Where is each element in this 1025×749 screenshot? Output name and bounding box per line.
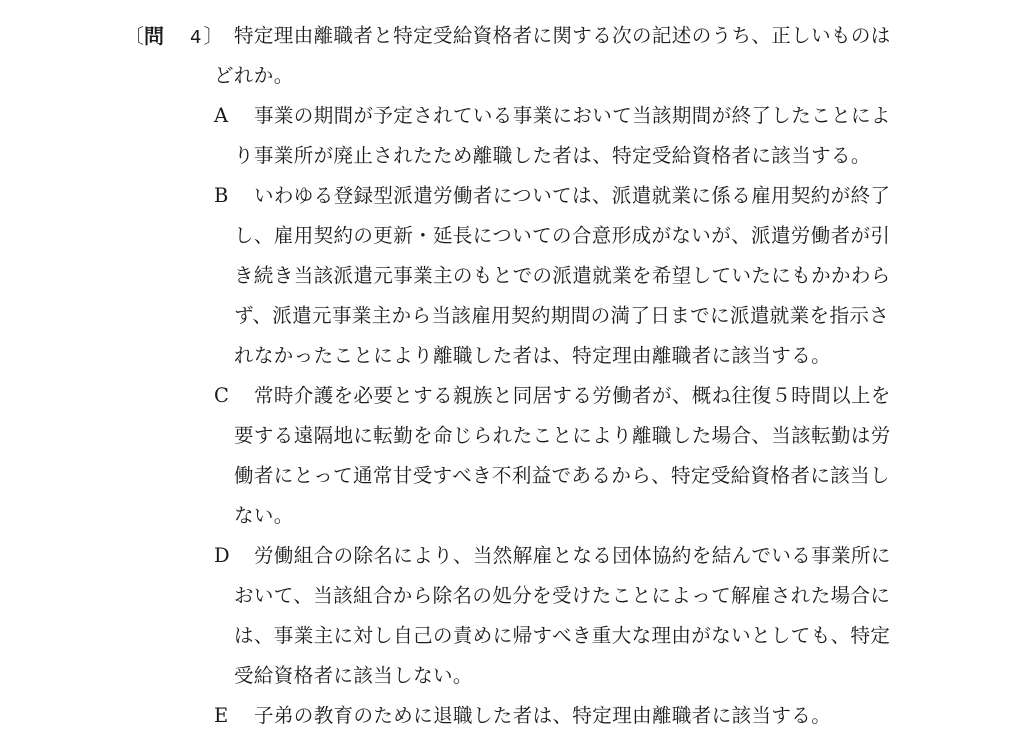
question-stem-line-2: どれか。 — [214, 64, 294, 87]
option-text-line: 事業の期間が予定されている事業において当該期間が終了したことによ — [254, 104, 891, 127]
option-b — [214, 176, 914, 376]
answer-options — [214, 96, 914, 736]
option-letter: D — [214, 544, 231, 567]
question-number: 4 — [190, 27, 202, 48]
question-close-bracket: 〕 — [203, 24, 224, 48]
question-label: 問 — [144, 24, 164, 48]
option-letter: E — [214, 704, 229, 727]
option-text-line: 要する遠隔地に転勤を命じられたことにより離職した場合、当該転勤は労 — [234, 424, 891, 447]
question-header — [124, 16, 223, 58]
option-text-line: れなかったことにより離職した者は、特定理由離職者に該当する。 — [234, 344, 832, 367]
option-text-line: 子弟の教育のために退職した者は、特定理由離職者に該当する。 — [254, 704, 832, 727]
option-text-line: 受給資格者に該当しない。 — [234, 664, 473, 687]
question-open-bracket: 〔 — [124, 24, 144, 48]
option-text-line: 労働組合の除名により、当然解雇となる団体協約を結んでいる事業所に — [254, 544, 891, 567]
option-text-line: 働者にとって通常甘受すべき不利益であるから、特定受給資格者に該当し — [234, 464, 890, 487]
option-text-line: し、雇用契約の更新・延長についての合意形成がないが、派遣労働者が引 — [234, 224, 891, 247]
question-stem-line-1: 特定理由離職者と特定受給資格者に関する次の記述のうち、正しいものは — [234, 24, 891, 47]
option-a — [214, 96, 914, 176]
option-letter: C — [214, 384, 230, 407]
option-text-line: おいて、当該組合から除名の処分を受けたことによって解雇された場合に — [234, 584, 891, 607]
option-text-line: 常時介護を必要とする親族と同居する労働者が、概ね往復５時間以上を — [254, 384, 891, 407]
option-letter: B — [214, 184, 229, 207]
option-text-line: いわゆる登録型派遣労働者については、派遣就業に係る雇用契約が終了 — [254, 184, 891, 207]
option-text-line: ない。 — [234, 504, 294, 527]
option-d — [214, 536, 914, 696]
option-text-line: は、事業主に対し自己の責めに帰すべき重大な理由がないとしても、特定 — [234, 624, 891, 647]
option-text-line: き続き当該派遣元事業主のもとでの派遣就業を希望していたにもかかわら — [234, 264, 891, 287]
option-c — [214, 376, 914, 536]
option-text-line: り事業所が廃止されたため離職した者は、特定受給資格者に該当する。 — [234, 144, 871, 167]
option-letter: A — [214, 104, 229, 127]
option-text-line: ず、派遣元事業主から当該雇用契約期間の満了日までに派遣就業を指示さ — [234, 304, 890, 327]
option-e — [214, 696, 914, 736]
